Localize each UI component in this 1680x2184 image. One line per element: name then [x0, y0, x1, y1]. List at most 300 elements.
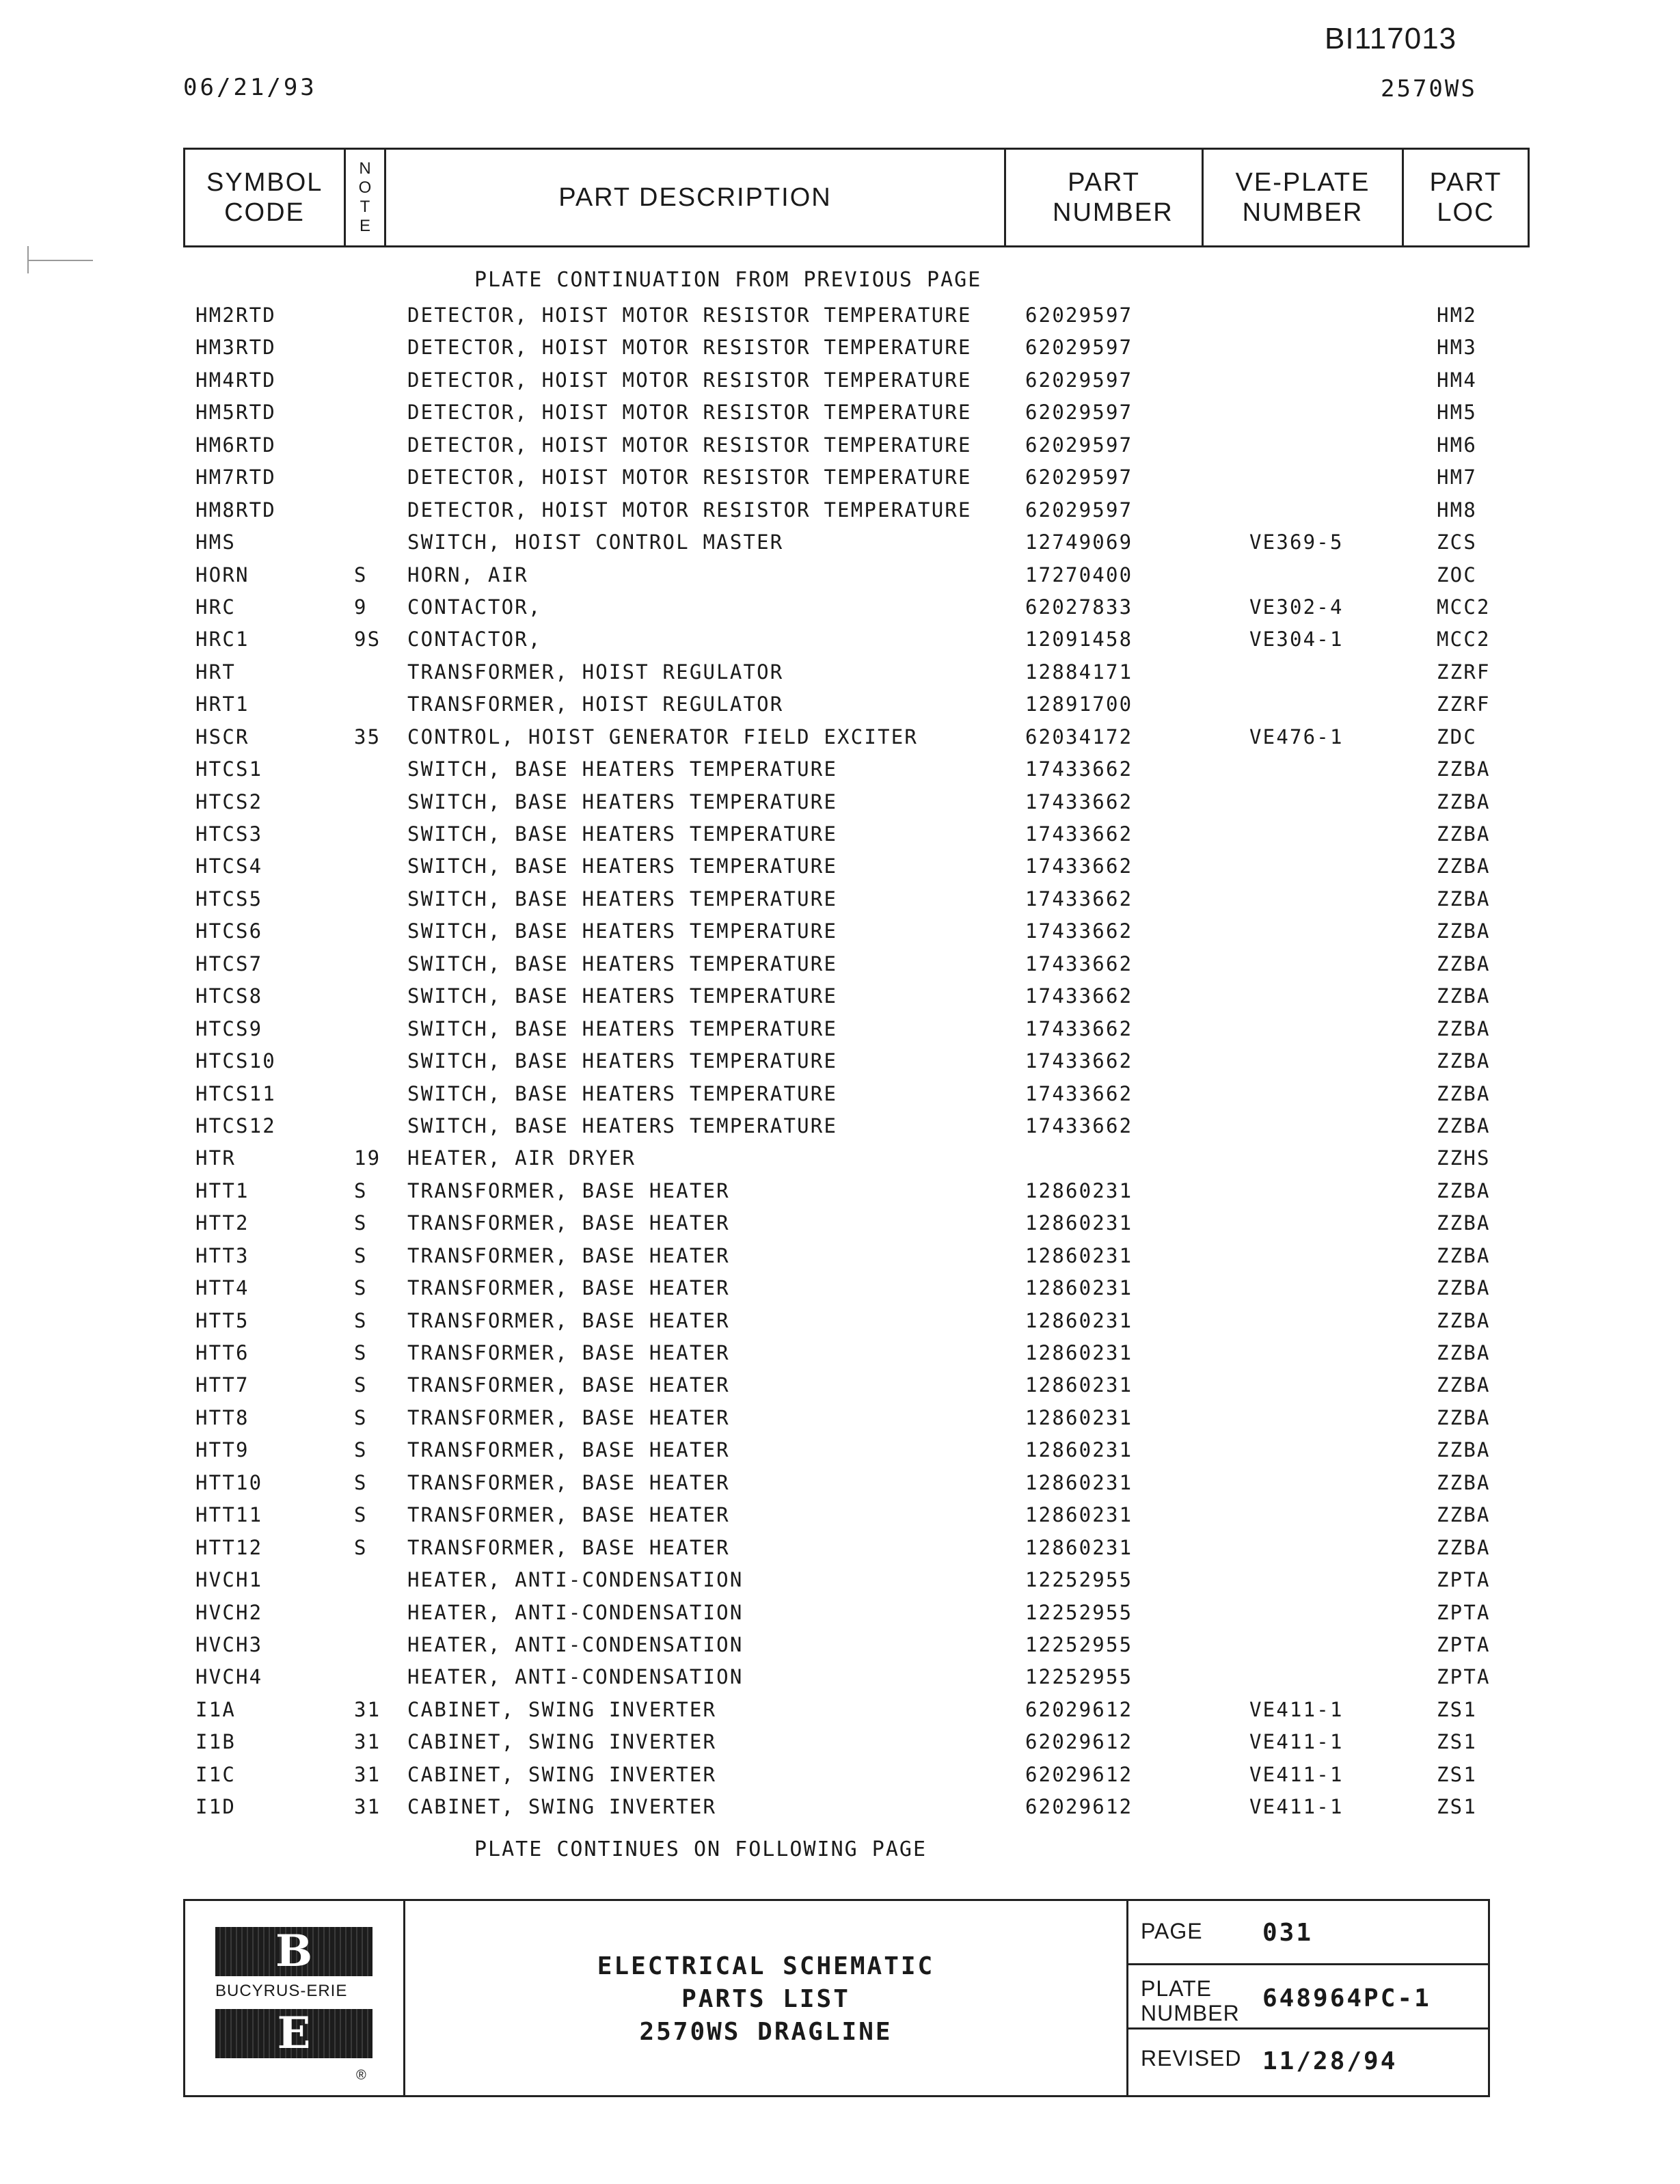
part-location: ZS1 [1437, 1795, 1477, 1819]
col-note: NOTE [358, 159, 372, 235]
symbol-code: I1C [195, 1762, 236, 1786]
part-location: ZZBA [1437, 1081, 1491, 1105]
part-description: DETECTOR, HOIST MOTOR RESISTOR TEMPERATURE [407, 336, 972, 360]
part-number: 62029597 [1025, 336, 1133, 360]
part-location: ZZBA [1437, 1178, 1491, 1202]
part-description: HORN, AIR [407, 563, 528, 587]
part-location: ZZBA [1437, 1016, 1491, 1040]
part-location: ZOC [1437, 563, 1477, 587]
ve-plate-number: VE476-1 [1249, 725, 1344, 749]
part-description: SWITCH, HOIST CONTROL MASTER [407, 530, 784, 554]
part-number: 62029597 [1025, 401, 1133, 424]
note-code: 31 [354, 1697, 381, 1721]
part-number: 17433662 [1025, 1081, 1133, 1105]
document-id: BI117013 [1325, 22, 1457, 55]
symbol-code: I1A [195, 1697, 236, 1721]
part-description: CONTACTOR, [407, 628, 542, 651]
title-line-3: 2570WS DRAGLINE [639, 2018, 893, 2046]
part-location: ZZBA [1437, 1114, 1491, 1137]
table-row [0, 299, 1680, 332]
ve-plate-number: VE411-1 [1249, 1762, 1344, 1786]
part-number: 12749069 [1025, 530, 1133, 554]
part-number: 12252955 [1025, 1665, 1133, 1689]
part-description: DETECTOR, HOIST MOTOR RESISTOR TEMPERATURE [407, 304, 972, 327]
part-number: 12891700 [1025, 692, 1133, 716]
part-number: 62029612 [1025, 1697, 1133, 1721]
symbol-code: HTCS2 [195, 790, 263, 813]
table-row [0, 1207, 1680, 1239]
part-location: ZZBA [1437, 854, 1491, 878]
note-code: 35 [354, 725, 381, 749]
part-number: 62029597 [1025, 433, 1133, 457]
table-row [0, 1499, 1680, 1531]
table-row [0, 1532, 1680, 1564]
part-location: ZS1 [1437, 1762, 1477, 1786]
col-part-number: PART NUMBER [1053, 168, 1174, 227]
symbol-code: HTCS8 [195, 984, 263, 1008]
table-row [0, 1305, 1680, 1337]
symbol-code: HTT5 [195, 1308, 249, 1332]
note-code: 31 [354, 1730, 381, 1754]
table-row [0, 656, 1680, 688]
note-code: S [354, 1211, 368, 1235]
part-description: TRANSFORMER, BASE HEATER [407, 1438, 730, 1462]
symbol-code: HSCR [195, 725, 249, 749]
table-row [0, 1694, 1680, 1726]
part-location: ZPTA [1437, 1665, 1491, 1689]
part-description: SWITCH, BASE HEATERS TEMPERATURE [407, 1049, 838, 1073]
logo-company-name: BUCYRUS-ERIE [215, 1982, 348, 2000]
note-code: S [354, 1535, 368, 1559]
part-description: TRANSFORMER, BASE HEATER [407, 1276, 730, 1300]
part-number: 62029612 [1025, 1762, 1133, 1786]
part-location: ZZBA [1437, 952, 1491, 975]
symbol-code: I1D [195, 1795, 236, 1819]
part-location: ZCS [1437, 530, 1477, 554]
part-number: 12860231 [1025, 1373, 1133, 1397]
note-code: S [354, 1503, 368, 1527]
part-number: 12860231 [1025, 1503, 1133, 1527]
part-location: ZZBA [1437, 919, 1491, 943]
part-location: ZZBA [1437, 984, 1491, 1008]
symbol-code: HVCH1 [195, 1568, 263, 1592]
symbol-code: HM6RTD [195, 433, 276, 457]
part-description: CABINET, SWING INVERTER [407, 1697, 717, 1721]
symbol-code: HTT12 [195, 1535, 263, 1559]
table-row [0, 948, 1680, 980]
part-number: 17433662 [1025, 1016, 1133, 1040]
part-location: ZZBA [1437, 790, 1491, 813]
table-row [0, 494, 1680, 526]
table-row [0, 1175, 1680, 1207]
part-description: SWITCH, BASE HEATERS TEMPERATURE [407, 1016, 838, 1040]
drawing-info [1128, 1901, 1488, 2095]
part-number: 17433662 [1025, 984, 1133, 1008]
machine-model: 2570WS [1381, 75, 1477, 103]
company-logo [185, 1901, 405, 2095]
part-location: ZZBA [1437, 1243, 1491, 1267]
symbol-code: HTT9 [195, 1438, 249, 1462]
parts-list [0, 299, 1680, 1824]
part-description: CABINET, SWING INVERTER [407, 1730, 717, 1754]
part-location: ZDC [1437, 725, 1477, 749]
part-number: 12860231 [1025, 1535, 1133, 1559]
table-row [0, 1402, 1680, 1434]
part-number: 12091458 [1025, 628, 1133, 651]
part-number: 62029612 [1025, 1730, 1133, 1754]
part-location: ZZHS [1437, 1146, 1491, 1170]
table-row [0, 332, 1680, 364]
symbol-code: HTT6 [195, 1341, 249, 1364]
part-number: 62029612 [1025, 1795, 1133, 1819]
table-row [0, 396, 1680, 429]
table-row [0, 1661, 1680, 1693]
ve-plate-number: VE304-1 [1249, 628, 1344, 651]
table-row [0, 591, 1680, 623]
symbol-code: HTCS7 [195, 952, 263, 975]
part-number: 12252955 [1025, 1600, 1133, 1624]
plate-continuation-bottom: PLATE CONTINUES ON FOLLOWING PAGE [474, 1837, 927, 1861]
part-description: SWITCH, BASE HEATERS TEMPERATURE [407, 1114, 838, 1137]
part-number: 12860231 [1025, 1341, 1133, 1364]
part-location: MCC2 [1437, 628, 1491, 651]
column-header-table [183, 148, 1530, 247]
symbol-code: HM5RTD [195, 401, 276, 424]
part-description: SWITCH, BASE HEATERS TEMPERATURE [407, 757, 838, 781]
ve-plate-number: VE411-1 [1249, 1697, 1344, 1721]
col-part-loc: PART LOC [1429, 168, 1502, 227]
part-location: HM5 [1437, 401, 1477, 424]
table-row [0, 1240, 1680, 1272]
margin-mark [27, 246, 29, 273]
symbol-code: HTCS12 [195, 1114, 276, 1137]
part-location: ZZBA [1437, 822, 1491, 846]
part-location: ZZBA [1437, 757, 1491, 781]
part-description: TRANSFORMER, HOIST REGULATOR [407, 692, 784, 716]
revised-label: REVISED [1141, 2046, 1242, 2071]
part-location: HM7 [1437, 466, 1477, 489]
note-code: 9S [354, 628, 381, 651]
symbol-code: HVCH2 [195, 1600, 263, 1624]
part-description: DETECTOR, HOIST MOTOR RESISTOR TEMPERATURE [407, 498, 972, 522]
part-number: 17433662 [1025, 854, 1133, 878]
plate-continuation-top: PLATE CONTINUATION FROM PREVIOUS PAGE [474, 268, 982, 292]
revised-row [1128, 2030, 1488, 2095]
note-code: S [354, 563, 368, 587]
part-number: 12860231 [1025, 1438, 1133, 1462]
part-description: DETECTOR, HOIST MOTOR RESISTOR TEMPERATURE [407, 466, 972, 489]
part-location: ZZBA [1437, 1470, 1491, 1494]
part-location: ZZBA [1437, 1535, 1491, 1559]
table-row [0, 526, 1680, 558]
symbol-code: I1B [195, 1730, 236, 1754]
logo-letter-e: E [277, 2008, 311, 2059]
part-number: 17433662 [1025, 757, 1133, 781]
table-row [0, 461, 1680, 494]
logo-letter-b: B [275, 1926, 313, 1977]
plate-number-label: PLATE NUMBER [1141, 1976, 1240, 2025]
part-description: SWITCH, BASE HEATERS TEMPERATURE [407, 887, 838, 911]
note-code: S [354, 1341, 368, 1364]
title-block [183, 1899, 1490, 2097]
ve-plate-number: VE411-1 [1249, 1795, 1344, 1819]
part-location: ZZRF [1437, 660, 1491, 684]
part-location: ZZBA [1437, 1373, 1491, 1397]
document-date: 06/21/93 [183, 74, 317, 101]
part-description: TRANSFORMER, HOIST REGULATOR [407, 660, 784, 684]
table-row [0, 1629, 1680, 1661]
symbol-code: HTCS1 [195, 757, 263, 781]
symbol-code: HTT3 [195, 1243, 249, 1267]
part-number: 62034172 [1025, 725, 1133, 749]
symbol-code: HTT11 [195, 1503, 263, 1527]
part-description: HEATER, ANTI-CONDENSATION [407, 1665, 744, 1689]
part-number: 12252955 [1025, 1568, 1133, 1592]
part-number: 17270400 [1025, 563, 1133, 587]
symbol-code: HTT1 [195, 1178, 249, 1202]
col-ve-plate-number: VE-PLATE NUMBER [1235, 168, 1370, 227]
table-row [0, 1434, 1680, 1466]
plate-number: 648964PC-1 [1262, 1984, 1431, 2012]
note-code: 31 [354, 1795, 381, 1819]
part-number: 12860231 [1025, 1276, 1133, 1300]
page-row [1128, 1901, 1488, 1965]
part-number: 12860231 [1025, 1308, 1133, 1332]
part-number: 17433662 [1025, 790, 1133, 813]
note-code: S [354, 1276, 368, 1300]
margin-mark [27, 260, 93, 261]
part-description: TRANSFORMER, BASE HEATER [407, 1503, 730, 1527]
symbol-code: HVCH3 [195, 1632, 263, 1656]
part-number: 62029597 [1025, 368, 1133, 392]
table-row [0, 980, 1680, 1012]
title-line-2: PARTS LIST [681, 1985, 850, 2013]
part-description: TRANSFORMER, BASE HEATER [407, 1405, 730, 1429]
part-description: TRANSFORMER, BASE HEATER [407, 1243, 730, 1267]
part-location: MCC2 [1437, 595, 1491, 619]
part-number: 12860231 [1025, 1405, 1133, 1429]
part-description: HEATER, ANTI-CONDENSATION [407, 1632, 744, 1656]
table-row [0, 818, 1680, 850]
col-symbol-code: SYMBOL CODE [206, 168, 323, 227]
table-row [0, 850, 1680, 882]
part-description: TRANSFORMER, BASE HEATER [407, 1211, 730, 1235]
symbol-code: HM4RTD [195, 368, 276, 392]
part-description: TRANSFORMER, BASE HEATER [407, 1535, 730, 1559]
table-row [0, 1467, 1680, 1499]
table-row [0, 1369, 1680, 1401]
symbol-code: HM8RTD [195, 498, 276, 522]
part-location: ZZRF [1437, 692, 1491, 716]
part-description: SWITCH, BASE HEATERS TEMPERATURE [407, 790, 838, 813]
part-number: 62029597 [1025, 466, 1133, 489]
table-row [0, 1078, 1680, 1110]
part-number: 12860231 [1025, 1178, 1133, 1202]
symbol-code: HRT [195, 660, 236, 684]
part-number: 17433662 [1025, 822, 1133, 846]
revised-date: 11/28/94 [1262, 2047, 1398, 2075]
part-description: SWITCH, BASE HEATERS TEMPERATURE [407, 952, 838, 975]
part-location: HM8 [1437, 498, 1477, 522]
part-description: DETECTOR, HOIST MOTOR RESISTOR TEMPERATURE [407, 401, 972, 424]
note-code: S [354, 1438, 368, 1462]
part-number: 12860231 [1025, 1243, 1133, 1267]
part-number: 12860231 [1025, 1470, 1133, 1494]
ve-plate-number: VE411-1 [1249, 1730, 1344, 1754]
part-number: 17433662 [1025, 952, 1133, 975]
symbol-code: HM3RTD [195, 336, 276, 360]
part-number: 17433662 [1025, 1049, 1133, 1073]
symbol-code: HTT7 [195, 1373, 249, 1397]
table-row [0, 559, 1680, 591]
table-row [0, 915, 1680, 947]
part-description: CABINET, SWING INVERTER [407, 1762, 717, 1786]
symbol-code: HTCS5 [195, 887, 263, 911]
part-location: ZPTA [1437, 1632, 1491, 1656]
symbol-code: HTCS11 [195, 1081, 276, 1105]
part-number: 62029597 [1025, 304, 1133, 327]
symbol-code: HM2RTD [195, 304, 276, 327]
part-description: TRANSFORMER, BASE HEATER [407, 1308, 730, 1332]
symbol-code: HTT8 [195, 1405, 249, 1429]
part-location: HM3 [1437, 336, 1477, 360]
symbol-code: HRC1 [195, 628, 249, 651]
part-number: 62027833 [1025, 595, 1133, 619]
part-location: ZZBA [1437, 1503, 1491, 1527]
part-number: 62029597 [1025, 498, 1133, 522]
title-line-1: ELECTRICAL SCHEMATIC [597, 1952, 935, 1980]
table-row [0, 883, 1680, 915]
part-location: ZZBA [1437, 1049, 1491, 1073]
symbol-code: HMS [195, 530, 236, 554]
table-row [0, 1142, 1680, 1174]
part-location: ZZBA [1437, 1341, 1491, 1364]
note-code: 19 [354, 1146, 381, 1170]
part-location: HM2 [1437, 304, 1477, 327]
part-location: ZZBA [1437, 1405, 1491, 1429]
part-number: 12252955 [1025, 1632, 1133, 1656]
table-row [0, 753, 1680, 785]
note-code: 9 [354, 595, 368, 619]
table-row [0, 1564, 1680, 1596]
part-location: ZZBA [1437, 1276, 1491, 1300]
part-number: 17433662 [1025, 1114, 1133, 1137]
part-description: CONTROL, HOIST GENERATOR FIELD EXCITER [407, 725, 919, 749]
symbol-code: HM7RTD [195, 466, 276, 489]
table-row [0, 1013, 1680, 1045]
note-code: S [354, 1405, 368, 1429]
symbol-code: HORN [195, 563, 249, 587]
part-location: ZZBA [1437, 1308, 1491, 1332]
table-row [0, 1337, 1680, 1369]
symbol-code: HTR [195, 1146, 236, 1170]
part-location: ZZBA [1437, 1438, 1491, 1462]
part-location: ZZBA [1437, 887, 1491, 911]
note-code: 31 [354, 1762, 381, 1786]
symbol-code: HTT4 [195, 1276, 249, 1300]
col-part-description: PART DESCRIPTION [558, 183, 832, 212]
part-location: ZPTA [1437, 1600, 1491, 1624]
page-number: 031 [1262, 1919, 1314, 1947]
table-row [0, 1272, 1680, 1304]
symbol-code: HTCS3 [195, 822, 263, 846]
table-row [0, 1597, 1680, 1629]
plate-number-row [1128, 1965, 1488, 2030]
table-row [0, 1110, 1680, 1142]
symbol-code: HTT10 [195, 1470, 263, 1494]
part-description: SWITCH, BASE HEATERS TEMPERATURE [407, 984, 838, 1008]
part-description: DETECTOR, HOIST MOTOR RESISTOR TEMPERATURE [407, 433, 972, 457]
table-row [0, 688, 1680, 720]
part-description: SWITCH, BASE HEATERS TEMPERATURE [407, 919, 838, 943]
table-row [0, 429, 1680, 461]
note-code: S [354, 1470, 368, 1494]
part-location: ZZBA [1437, 1211, 1491, 1235]
symbol-code: HTCS6 [195, 919, 263, 943]
registered-mark: ® [356, 2068, 366, 2083]
part-description: SWITCH, BASE HEATERS TEMPERATURE [407, 854, 838, 878]
part-number: 17433662 [1025, 919, 1133, 943]
table-row [0, 786, 1680, 818]
symbol-code: HTT2 [195, 1211, 249, 1235]
symbol-code: HTCS4 [195, 854, 263, 878]
ve-plate-number: VE302-4 [1249, 595, 1344, 619]
symbol-code: HRC [195, 595, 236, 619]
table-row [0, 1726, 1680, 1758]
table-row [0, 1791, 1680, 1823]
symbol-code: HTCS10 [195, 1049, 276, 1073]
part-description: SWITCH, BASE HEATERS TEMPERATURE [407, 1081, 838, 1105]
part-location: HM6 [1437, 433, 1477, 457]
table-row [0, 364, 1680, 396]
note-code: S [354, 1308, 368, 1332]
ve-plate-number: VE369-5 [1249, 530, 1344, 554]
part-description: TRANSFORMER, BASE HEATER [407, 1341, 730, 1364]
symbol-code: HVCH4 [195, 1665, 263, 1689]
part-description: TRANSFORMER, BASE HEATER [407, 1178, 730, 1202]
table-row [0, 623, 1680, 656]
part-location: HM4 [1437, 368, 1477, 392]
note-code: S [354, 1178, 368, 1202]
table-row [0, 1759, 1680, 1791]
part-description: HEATER, ANTI-CONDENSATION [407, 1568, 744, 1592]
part-number: 12860231 [1025, 1211, 1133, 1235]
symbol-code: HRT1 [195, 692, 249, 716]
note-code: S [354, 1373, 368, 1397]
part-number: 17433662 [1025, 887, 1133, 911]
table-row [0, 1045, 1680, 1077]
part-description: SWITCH, BASE HEATERS TEMPERATURE [407, 822, 838, 846]
part-description: HEATER, ANTI-CONDENSATION [407, 1600, 744, 1624]
part-description: TRANSFORMER, BASE HEATER [407, 1470, 730, 1494]
table-row [0, 721, 1680, 753]
part-description: DETECTOR, HOIST MOTOR RESISTOR TEMPERATURE [407, 368, 972, 392]
note-code: S [354, 1243, 368, 1267]
symbol-code: HTCS9 [195, 1016, 263, 1040]
part-description: CONTACTOR, [407, 595, 542, 619]
part-location: ZS1 [1437, 1730, 1477, 1754]
logo-b-block [215, 1927, 372, 1976]
part-description: CABINET, SWING INVERTER [407, 1795, 717, 1819]
drawing-title [405, 1901, 1128, 2095]
part-description: TRANSFORMER, BASE HEATER [407, 1373, 730, 1397]
part-location: ZPTA [1437, 1568, 1491, 1592]
part-number: 12884171 [1025, 660, 1133, 684]
part-description: HEATER, AIR DRYER [407, 1146, 636, 1170]
logo-e-block [215, 2009, 372, 2058]
page-label: PAGE [1141, 1919, 1203, 1943]
part-location: ZS1 [1437, 1697, 1477, 1721]
